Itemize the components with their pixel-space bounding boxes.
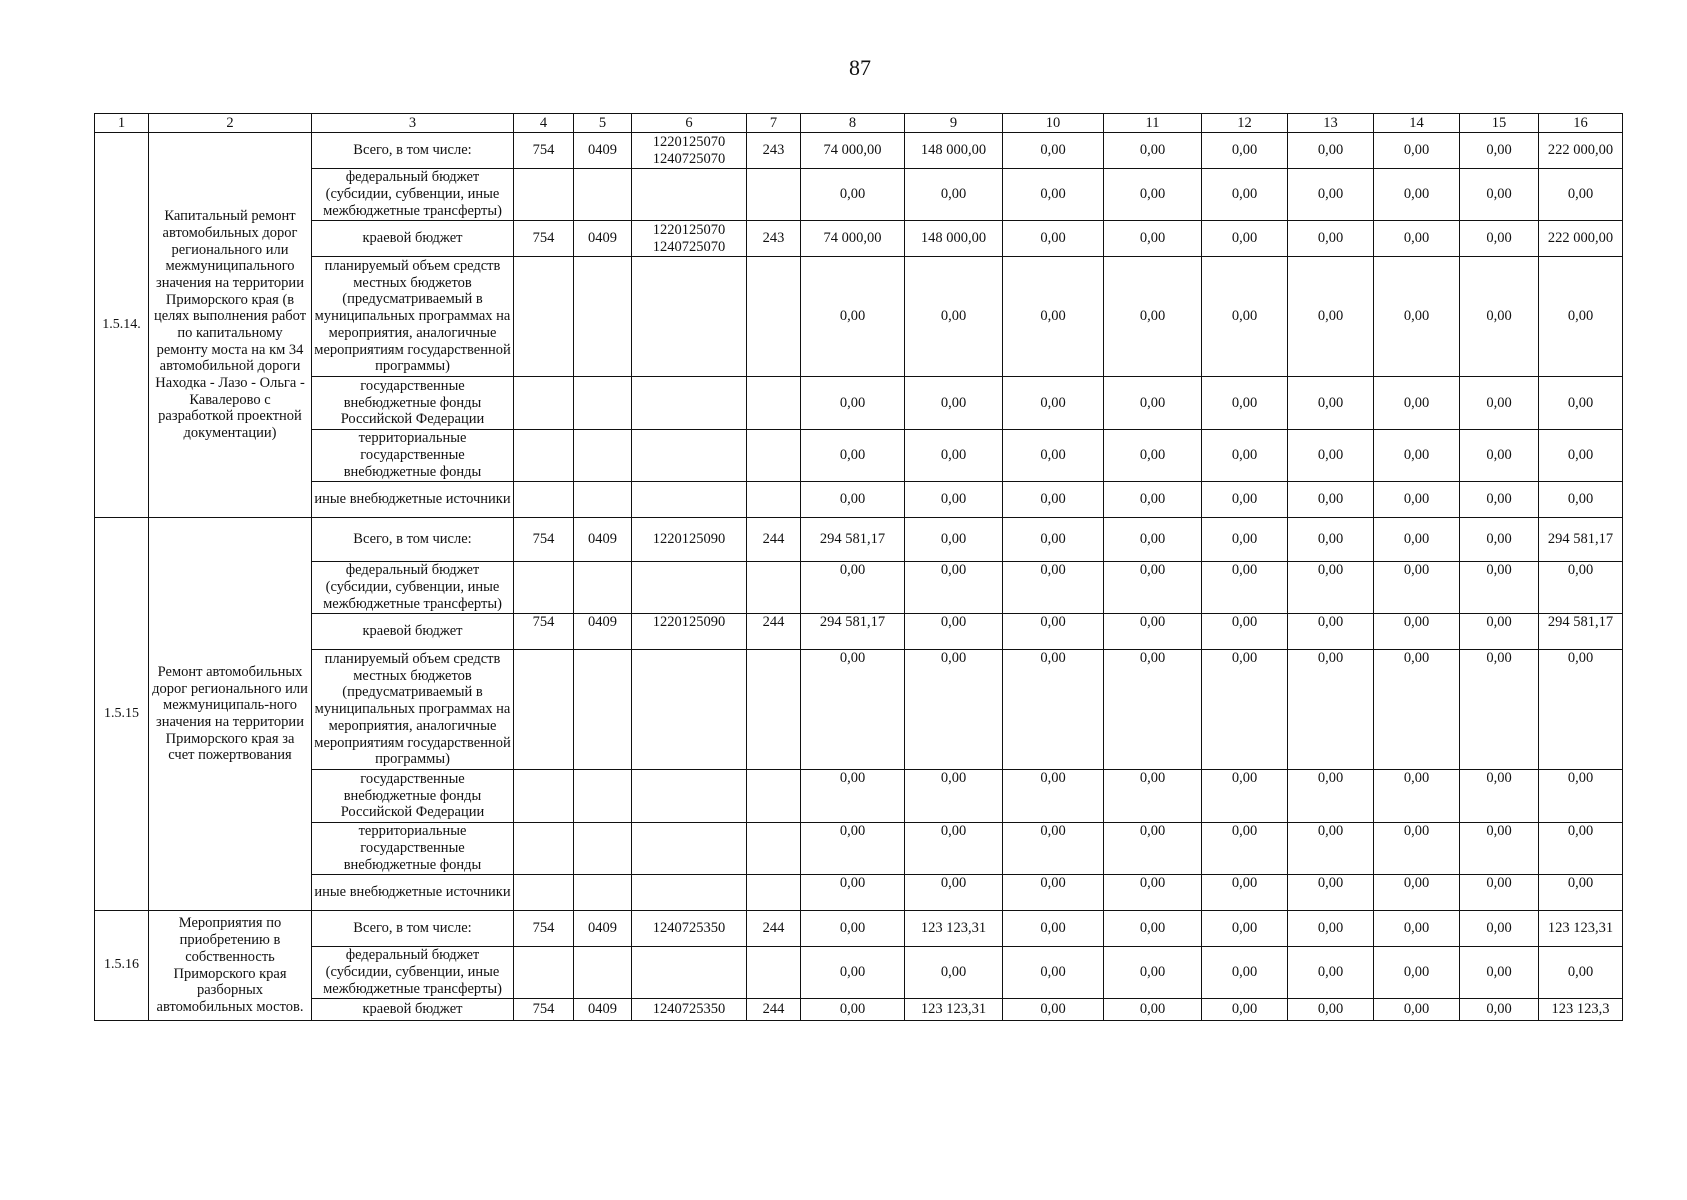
value-year-8: 0,00	[1460, 169, 1539, 221]
value-total: 0,00	[1539, 562, 1623, 614]
value-year-5: 0,00	[1202, 823, 1288, 875]
funding-source: краевой бюджет	[312, 999, 514, 1021]
column-number: 8	[801, 114, 905, 133]
value-year-1: 0,00	[801, 875, 905, 911]
expense-type: 244	[747, 911, 801, 947]
kbk-code	[514, 650, 574, 770]
target-code: 1220125070 1240725070	[632, 133, 747, 169]
value-year-8: 0,00	[1460, 875, 1539, 911]
table-row	[95, 377, 1623, 430]
target-code	[632, 770, 747, 823]
value-total: 0,00	[1539, 257, 1623, 377]
value-year-4: 0,00	[1104, 133, 1202, 169]
value-year-6: 0,00	[1288, 377, 1374, 430]
funding-source: Всего, в том числе:	[312, 911, 514, 947]
value-total: 0,00	[1539, 377, 1623, 430]
target-code: 1220125090	[632, 614, 747, 650]
kbk-code: 754	[514, 999, 574, 1021]
value-year-2: 0,00	[905, 169, 1003, 221]
target-code	[632, 257, 747, 377]
column-number: 4	[514, 114, 574, 133]
funding-source: государственные внебюджетные фонды Российской Федерации	[312, 377, 514, 430]
value-year-4: 0,00	[1104, 169, 1202, 221]
value-year-1: 0,00	[801, 430, 905, 482]
table-row	[95, 770, 1623, 823]
value-year-2: 148 000,00	[905, 133, 1003, 169]
expense-type	[747, 482, 801, 518]
item-code: 1.5.14.	[95, 133, 149, 518]
kbk-code	[514, 770, 574, 823]
target-code	[632, 650, 747, 770]
value-year-6: 0,00	[1288, 133, 1374, 169]
target-code: 1220125070 1240725070	[632, 221, 747, 257]
value-total: 222 000,00	[1539, 133, 1623, 169]
expense-type	[747, 430, 801, 482]
value-year-1: 0,00	[801, 482, 905, 518]
value-year-3: 0,00	[1003, 823, 1104, 875]
column-number: 6	[632, 114, 747, 133]
value-year-3: 0,00	[1003, 482, 1104, 518]
value-year-6: 0,00	[1288, 999, 1374, 1021]
value-year-3: 0,00	[1003, 911, 1104, 947]
value-year-2: 0,00	[905, 377, 1003, 430]
value-total: 0,00	[1539, 947, 1623, 999]
value-year-5: 0,00	[1202, 482, 1288, 518]
funding-source: планируемый объем средств местных бюджетов (предусматриваемый в муниципальных программах на мероприятия, аналогичные мероприятиям государственной программы)	[312, 257, 514, 377]
value-year-2: 148 000,00	[905, 221, 1003, 257]
funding-source: государственные внебюджетные фонды Российской Федерации	[312, 770, 514, 823]
value-year-5: 0,00	[1202, 518, 1288, 562]
item-code: 1.5.16	[95, 911, 149, 1021]
value-year-3: 0,00	[1003, 999, 1104, 1021]
value-total: 0,00	[1539, 770, 1623, 823]
value-year-2: 0,00	[905, 562, 1003, 614]
column-number: 14	[1374, 114, 1460, 133]
value-year-7: 0,00	[1374, 614, 1460, 650]
funding-source: иные внебюджетные источники	[312, 875, 514, 911]
funding-source: территориальные государственные внебюджетные фонды	[312, 823, 514, 875]
target-code	[632, 875, 747, 911]
target-code	[632, 823, 747, 875]
value-year-6: 0,00	[1288, 650, 1374, 770]
column-number: 12	[1202, 114, 1288, 133]
kbk-code: 754	[514, 518, 574, 562]
value-year-1: 0,00	[801, 823, 905, 875]
table-row	[95, 650, 1623, 770]
value-year-1: 0,00	[801, 770, 905, 823]
value-year-5: 0,00	[1202, 377, 1288, 430]
section-code	[574, 257, 632, 377]
value-total: 0,00	[1539, 823, 1623, 875]
expense-type: 243	[747, 221, 801, 257]
table-row	[95, 430, 1623, 482]
section-code	[574, 650, 632, 770]
value-year-6: 0,00	[1288, 430, 1374, 482]
value-year-4: 0,00	[1104, 614, 1202, 650]
expense-type	[747, 947, 801, 999]
kbk-code	[514, 430, 574, 482]
value-year-5: 0,00	[1202, 430, 1288, 482]
value-year-3: 0,00	[1003, 169, 1104, 221]
section-code: 0409	[574, 221, 632, 257]
table-row	[95, 133, 1623, 169]
value-year-5: 0,00	[1202, 614, 1288, 650]
section-code	[574, 169, 632, 221]
value-year-1: 0,00	[801, 169, 905, 221]
value-year-2: 123 123,31	[905, 911, 1003, 947]
value-year-5: 0,00	[1202, 257, 1288, 377]
value-year-2: 0,00	[905, 770, 1003, 823]
value-year-3: 0,00	[1003, 650, 1104, 770]
target-code	[632, 947, 747, 999]
value-year-2: 0,00	[905, 614, 1003, 650]
value-year-8: 0,00	[1460, 482, 1539, 518]
funding-source: иные внебюджетные источники	[312, 482, 514, 518]
value-year-7: 0,00	[1374, 133, 1460, 169]
value-year-6: 0,00	[1288, 518, 1374, 562]
kbk-code	[514, 823, 574, 875]
value-year-8: 0,00	[1460, 614, 1539, 650]
budget-table	[94, 113, 1623, 1021]
value-year-1: 294 581,17	[801, 614, 905, 650]
value-year-2: 0,00	[905, 650, 1003, 770]
value-year-6: 0,00	[1288, 221, 1374, 257]
value-year-7: 0,00	[1374, 911, 1460, 947]
value-year-8: 0,00	[1460, 999, 1539, 1021]
value-year-5: 0,00	[1202, 562, 1288, 614]
table-row	[95, 947, 1623, 999]
value-year-6: 0,00	[1288, 257, 1374, 377]
value-year-7: 0,00	[1374, 257, 1460, 377]
value-year-7: 0,00	[1374, 770, 1460, 823]
value-year-6: 0,00	[1288, 823, 1374, 875]
value-year-4: 0,00	[1104, 875, 1202, 911]
kbk-code	[514, 482, 574, 518]
value-year-8: 0,00	[1460, 562, 1539, 614]
funding-source: Всего, в том числе:	[312, 518, 514, 562]
expense-type: 243	[747, 133, 801, 169]
value-year-7: 0,00	[1374, 221, 1460, 257]
value-year-7: 0,00	[1374, 169, 1460, 221]
kbk-code: 754	[514, 614, 574, 650]
column-number: 16	[1539, 114, 1623, 133]
item-code: 1.5.15	[95, 518, 149, 911]
column-number: 3	[312, 114, 514, 133]
value-total: 0,00	[1539, 482, 1623, 518]
table-row	[95, 257, 1623, 377]
section-code	[574, 823, 632, 875]
value-year-6: 0,00	[1288, 770, 1374, 823]
value-year-5: 0,00	[1202, 999, 1288, 1021]
kbk-code: 754	[514, 133, 574, 169]
value-year-8: 0,00	[1460, 133, 1539, 169]
target-code	[632, 482, 747, 518]
table-row	[95, 999, 1623, 1021]
funding-source: краевой бюджет	[312, 221, 514, 257]
value-year-4: 0,00	[1104, 518, 1202, 562]
value-year-4: 0,00	[1104, 221, 1202, 257]
kbk-code	[514, 875, 574, 911]
value-year-8: 0,00	[1460, 911, 1539, 947]
value-total: 123 123,3	[1539, 999, 1623, 1021]
value-year-5: 0,00	[1202, 650, 1288, 770]
value-year-2: 0,00	[905, 257, 1003, 377]
value-year-7: 0,00	[1374, 947, 1460, 999]
table-row	[95, 482, 1623, 518]
column-number: 13	[1288, 114, 1374, 133]
column-number: 9	[905, 114, 1003, 133]
section-code: 0409	[574, 614, 632, 650]
section-code	[574, 430, 632, 482]
value-year-1: 0,00	[801, 911, 905, 947]
section-code: 0409	[574, 999, 632, 1021]
target-code	[632, 169, 747, 221]
item-name: Ремонт автомобильных дорог регионального или межмуниципаль-ного значения на территории Приморского края за счет пожертвования	[149, 518, 312, 911]
value-year-6: 0,00	[1288, 947, 1374, 999]
funding-source: Всего, в том числе:	[312, 133, 514, 169]
column-number-row	[95, 114, 1623, 133]
value-year-7: 0,00	[1374, 999, 1460, 1021]
value-year-4: 0,00	[1104, 562, 1202, 614]
value-year-5: 0,00	[1202, 947, 1288, 999]
value-year-8: 0,00	[1460, 770, 1539, 823]
value-year-2: 123 123,31	[905, 999, 1003, 1021]
column-number: 5	[574, 114, 632, 133]
value-total: 222 000,00	[1539, 221, 1623, 257]
value-year-5: 0,00	[1202, 911, 1288, 947]
funding-source: территориальные государственные внебюджетные фонды	[312, 430, 514, 482]
funding-source: краевой бюджет	[312, 614, 514, 650]
section-code: 0409	[574, 518, 632, 562]
expense-type	[747, 377, 801, 430]
value-year-1: 0,00	[801, 999, 905, 1021]
value-year-5: 0,00	[1202, 875, 1288, 911]
value-year-5: 0,00	[1202, 169, 1288, 221]
table-row	[95, 911, 1623, 947]
expense-type	[747, 169, 801, 221]
value-year-1: 0,00	[801, 650, 905, 770]
table-row	[95, 518, 1623, 562]
value-year-5: 0,00	[1202, 133, 1288, 169]
value-year-4: 0,00	[1104, 257, 1202, 377]
value-year-4: 0,00	[1104, 770, 1202, 823]
value-year-7: 0,00	[1374, 650, 1460, 770]
value-year-1: 294 581,17	[801, 518, 905, 562]
expense-type	[747, 562, 801, 614]
value-year-7: 0,00	[1374, 377, 1460, 430]
value-year-3: 0,00	[1003, 562, 1104, 614]
target-code	[632, 562, 747, 614]
table-row	[95, 562, 1623, 614]
value-year-3: 0,00	[1003, 257, 1104, 377]
kbk-code	[514, 169, 574, 221]
target-code: 1240725350	[632, 999, 747, 1021]
expense-type: 244	[747, 999, 801, 1021]
kbk-code: 754	[514, 221, 574, 257]
value-year-3: 0,00	[1003, 614, 1104, 650]
funding-source: федеральный бюджет (субсидии, субвенции, иные межбюджетные трансферты)	[312, 562, 514, 614]
section-code: 0409	[574, 911, 632, 947]
value-year-3: 0,00	[1003, 770, 1104, 823]
column-number: 15	[1460, 114, 1539, 133]
value-total: 0,00	[1539, 650, 1623, 770]
value-year-7: 0,00	[1374, 823, 1460, 875]
table-row	[95, 169, 1623, 221]
value-year-3: 0,00	[1003, 875, 1104, 911]
section-code	[574, 875, 632, 911]
value-year-1: 0,00	[801, 257, 905, 377]
section-code	[574, 947, 632, 999]
value-year-6: 0,00	[1288, 482, 1374, 518]
value-total: 294 581,17	[1539, 614, 1623, 650]
value-total: 0,00	[1539, 169, 1623, 221]
target-code	[632, 430, 747, 482]
funding-source: федеральный бюджет (субсидии, субвенции, иные межбюджетные трансферты)	[312, 947, 514, 999]
value-year-1: 0,00	[801, 947, 905, 999]
value-year-8: 0,00	[1460, 650, 1539, 770]
column-number: 10	[1003, 114, 1104, 133]
value-year-7: 0,00	[1374, 875, 1460, 911]
value-year-7: 0,00	[1374, 430, 1460, 482]
value-year-2: 0,00	[905, 430, 1003, 482]
value-year-7: 0,00	[1374, 562, 1460, 614]
value-year-7: 0,00	[1374, 482, 1460, 518]
column-number: 11	[1104, 114, 1202, 133]
target-code: 1220125090	[632, 518, 747, 562]
value-year-8: 0,00	[1460, 430, 1539, 482]
value-year-2: 0,00	[905, 518, 1003, 562]
kbk-code	[514, 947, 574, 999]
value-year-1: 0,00	[801, 562, 905, 614]
section-code	[574, 770, 632, 823]
item-name: Мероприятия по приобретению в собственность Приморского края разборных автомобильных мостов.	[149, 911, 312, 1021]
value-year-2: 0,00	[905, 823, 1003, 875]
value-year-8: 0,00	[1460, 221, 1539, 257]
funding-source: планируемый объем средств местных бюджетов (предусматриваемый в муниципальных программах на мероприятия, аналогичные мероприятиям государственной программы)	[312, 650, 514, 770]
value-year-4: 0,00	[1104, 911, 1202, 947]
value-year-7: 0,00	[1374, 518, 1460, 562]
value-year-1: 74 000,00	[801, 221, 905, 257]
kbk-code	[514, 257, 574, 377]
value-year-3: 0,00	[1003, 518, 1104, 562]
kbk-code	[514, 377, 574, 430]
table-row	[95, 614, 1623, 650]
value-year-1: 0,00	[801, 377, 905, 430]
expense-type	[747, 650, 801, 770]
expense-type	[747, 770, 801, 823]
value-year-5: 0,00	[1202, 770, 1288, 823]
value-year-4: 0,00	[1104, 377, 1202, 430]
value-year-8: 0,00	[1460, 377, 1539, 430]
section-code	[574, 482, 632, 518]
expense-type	[747, 257, 801, 377]
column-number: 1	[95, 114, 149, 133]
value-year-8: 0,00	[1460, 947, 1539, 999]
kbk-code: 754	[514, 911, 574, 947]
value-year-4: 0,00	[1104, 823, 1202, 875]
value-year-4: 0,00	[1104, 947, 1202, 999]
value-year-3: 0,00	[1003, 947, 1104, 999]
section-code	[574, 377, 632, 430]
value-year-4: 0,00	[1104, 482, 1202, 518]
value-year-4: 0,00	[1104, 999, 1202, 1021]
table-row	[95, 823, 1623, 875]
page-number: 87	[849, 55, 871, 80]
value-year-2: 0,00	[905, 947, 1003, 999]
value-total: 0,00	[1539, 875, 1623, 911]
target-code	[632, 377, 747, 430]
expense-type: 244	[747, 614, 801, 650]
value-year-4: 0,00	[1104, 430, 1202, 482]
section-code: 0409	[574, 133, 632, 169]
value-year-6: 0,00	[1288, 911, 1374, 947]
value-total: 294 581,17	[1539, 518, 1623, 562]
value-year-3: 0,00	[1003, 221, 1104, 257]
item-name: Капитальный ремонт автомобильных дорог регионального или межмуниципального значения на территории Приморского края (в целях выполнения работ по капитальному ремонту моста на км 34 автомобильной дороги Находка - Лазо - Ольга - Кавалерово с разработкой проектной документации)	[149, 133, 312, 518]
value-year-4: 0,00	[1104, 650, 1202, 770]
kbk-code	[514, 562, 574, 614]
value-year-6: 0,00	[1288, 614, 1374, 650]
value-year-1: 74 000,00	[801, 133, 905, 169]
value-total: 123 123,31	[1539, 911, 1623, 947]
value-year-8: 0,00	[1460, 257, 1539, 377]
value-year-3: 0,00	[1003, 430, 1104, 482]
value-year-6: 0,00	[1288, 562, 1374, 614]
expense-type: 244	[747, 518, 801, 562]
value-year-3: 0,00	[1003, 133, 1104, 169]
column-number: 7	[747, 114, 801, 133]
value-year-3: 0,00	[1003, 377, 1104, 430]
value-year-5: 0,00	[1202, 221, 1288, 257]
column-number: 2	[149, 114, 312, 133]
value-total: 0,00	[1539, 430, 1623, 482]
table-row	[95, 221, 1623, 257]
section-code	[574, 562, 632, 614]
expense-type	[747, 823, 801, 875]
target-code: 1240725350	[632, 911, 747, 947]
value-year-8: 0,00	[1460, 823, 1539, 875]
value-year-2: 0,00	[905, 875, 1003, 911]
value-year-6: 0,00	[1288, 875, 1374, 911]
table-row	[95, 875, 1623, 911]
funding-source: федеральный бюджет (субсидии, субвенции, иные межбюджетные трансферты)	[312, 169, 514, 221]
expense-type	[747, 875, 801, 911]
value-year-8: 0,00	[1460, 518, 1539, 562]
value-year-2: 0,00	[905, 482, 1003, 518]
value-year-6: 0,00	[1288, 169, 1374, 221]
